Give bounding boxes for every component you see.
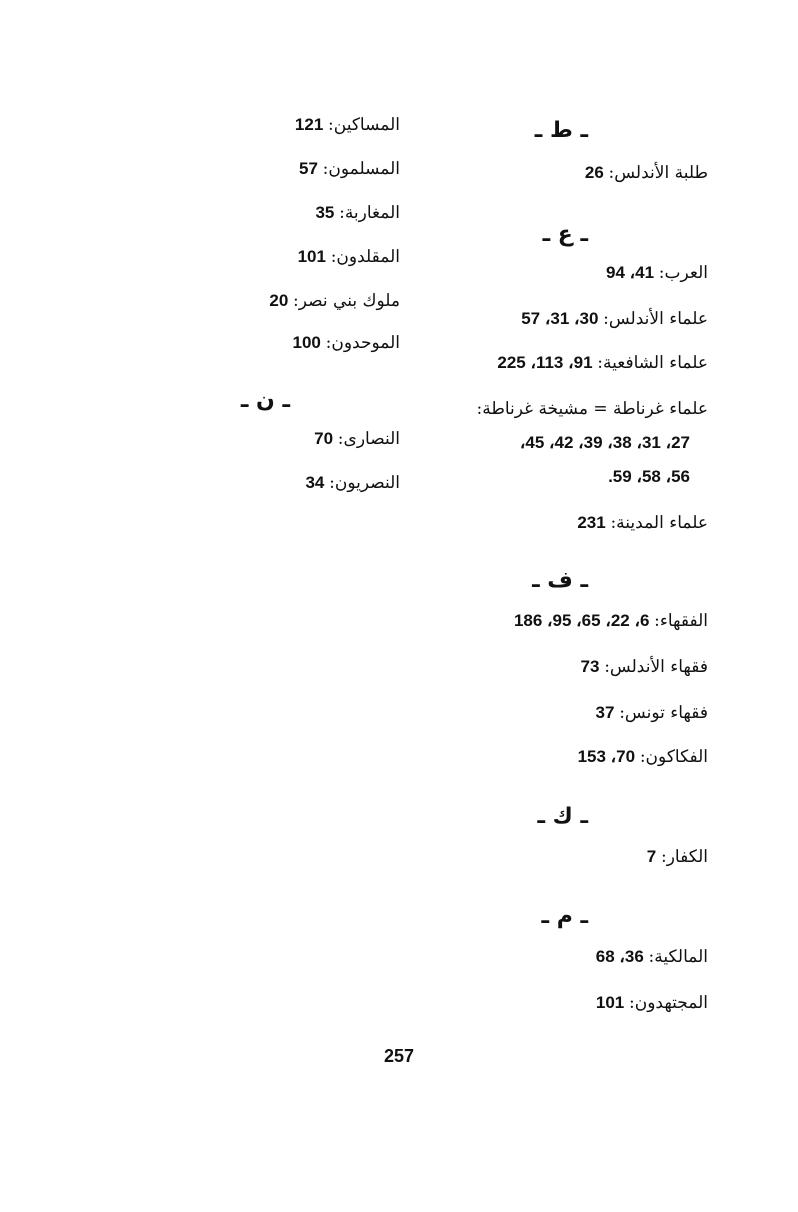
index-entry: المساكين:121 (294, 115, 400, 135)
index-entry: طلبة الأندلس:26 (584, 163, 708, 183)
index-entry: المالكية:36، 68 (595, 947, 708, 967)
index-entry: علماء الأندلس:30، 31، 57 (521, 309, 708, 329)
section-header-kaf: ـ ك ـ (537, 804, 588, 829)
index-entry: المجتهدون:101 (595, 993, 708, 1013)
section-header-nun: ـ ن ـ (240, 388, 290, 413)
section-header-ta: ـ ط ـ (534, 118, 588, 143)
index-entry: ملوك بني نصر:20 (269, 291, 400, 311)
section-header-mim: ـ م ـ (541, 904, 588, 929)
index-entry: النصارى:70 (314, 429, 400, 449)
index-entry: المسلمون:57 (298, 159, 400, 179)
index-entry: الفكاكون:70، 153 (577, 747, 708, 767)
index-entry-continuation: 27، 31، 38، 39، 42، 45، (519, 433, 690, 452)
index-entry: علماء الشافعية:91، 113، 225 (497, 353, 708, 373)
index-entry: فقهاء الأندلس:73 (580, 657, 708, 677)
section-header-ain: ـ ع ـ (542, 222, 588, 247)
index-entry: الفقهاء:6، 22، 65، 95، 186 (513, 611, 708, 631)
section-header-fa: ـ ف ـ (532, 568, 588, 593)
page-number: 257 (383, 1046, 415, 1066)
index-entry: فقهاء تونس:37 (595, 703, 708, 723)
index-entry: الموحدون:100 (292, 333, 400, 353)
index-entry: المغاربة:35 (315, 203, 400, 223)
index-entry: النصريون:34 (305, 473, 400, 493)
index-entry: المقلدون:101 (297, 247, 400, 267)
index-entry: علماء المدينة:231 (577, 513, 708, 533)
index-entry: علماء غرناطة = مشيخة غرناطة: (476, 399, 708, 419)
index-entry: الكفار:7 (646, 847, 708, 867)
index-entry-continuation: 56، 58، 59. (608, 467, 690, 486)
index-entry: العرب:41، 94 (605, 263, 708, 283)
